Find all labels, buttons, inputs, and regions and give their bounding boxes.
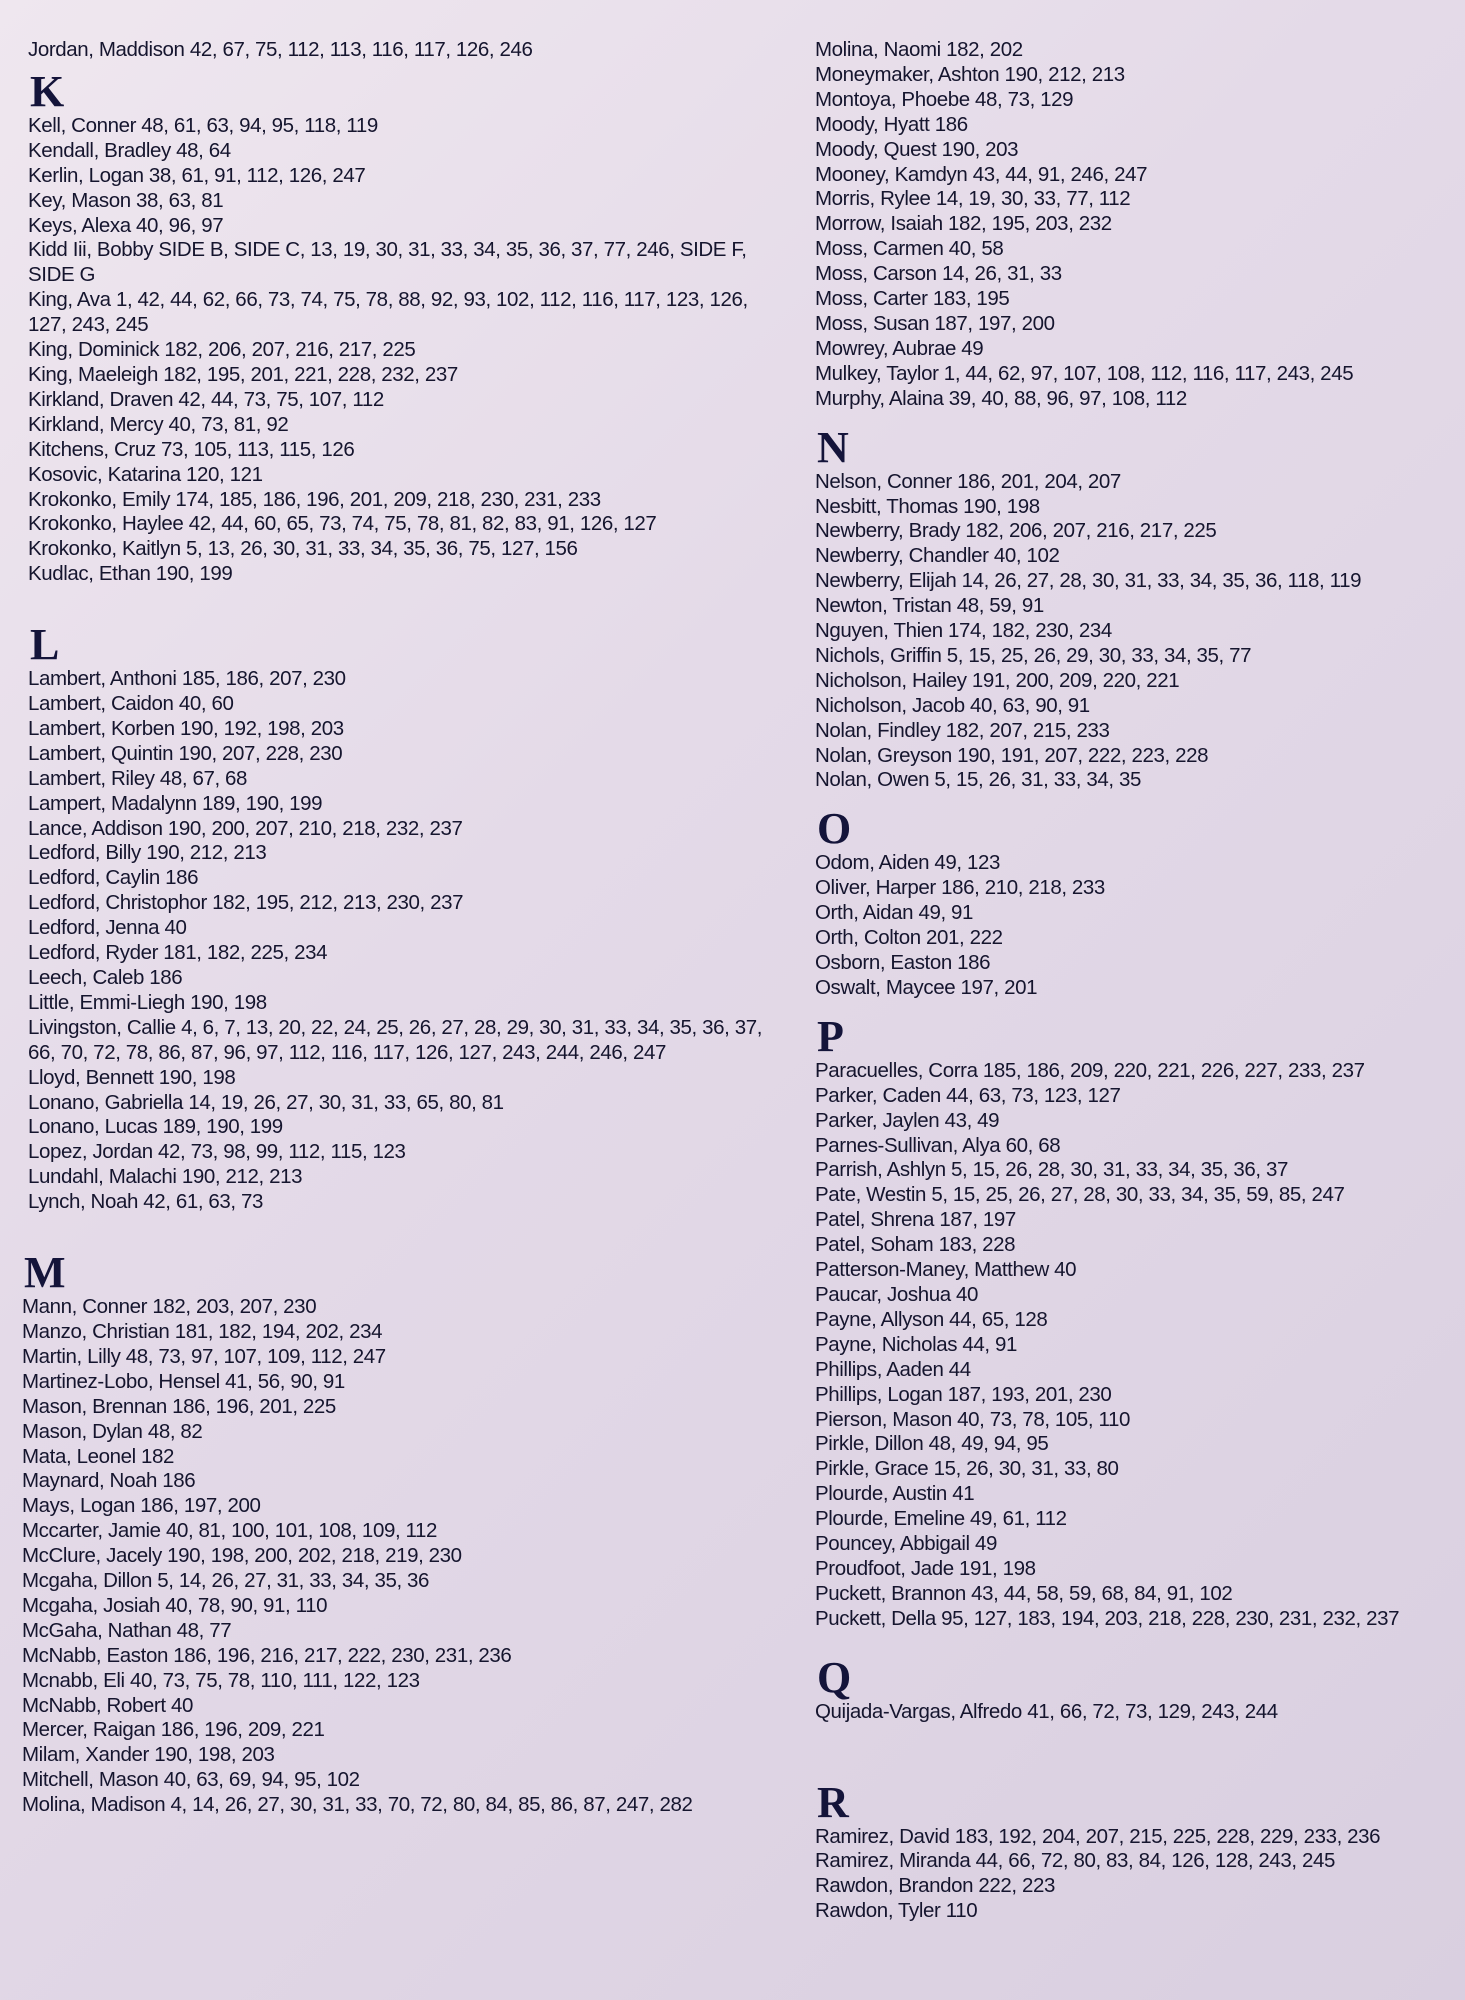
index-entry: Kudlac, Ethan 190, 199 [28, 562, 233, 586]
index-entry: Krokonko, Kaitlyn 5, 13, 26, 30, 31, 33, 34, 35, 36, 75, 127, 156 [28, 537, 578, 561]
index-entry: Lambert, Riley 48, 67, 68 [28, 766, 248, 790]
section-entries [815, 1700, 1435, 1725]
section-letter-m: M [24, 1248, 66, 1298]
index-entry: Oliver, Harper 186, 210, 218, 233 [815, 876, 1105, 900]
index-entry: Mulkey, Taylor 1, 44, 62, 97, 107, 108, 112, 116, 117, 243, 245 [815, 361, 1354, 385]
index-section-o [815, 804, 1435, 1000]
index-entry: Lonano, Gabriella 14, 19, 26, 27, 30, 31, 33, 65, 80, 81 [28, 1090, 504, 1114]
index-entry: Mcgaha, Dillon 5, 14, 26, 27, 31, 33, 34, 35, 36 [22, 1569, 430, 1593]
index-entry: Ramirez, Miranda 44, 66, 72, 80, 83, 84, 126, 128, 243, 245 [815, 1849, 1336, 1873]
index-entry: Patel, Shrena 187, 197 [815, 1208, 1016, 1232]
index-entry: Patterson-Maney, Matthew 40 [815, 1258, 1077, 1282]
index-entry: Plourde, Emeline 49, 61, 112 [815, 1507, 1067, 1531]
index-entry: Moody, Quest 190, 203 [815, 137, 1019, 161]
index-entry: Kidd Iii, Bobby SIDE B, SIDE C, 13, 19, 30, 31, 33, 34, 35, 36, 37, 77, 246, SIDE F, SIDE G [28, 238, 747, 287]
index-entry: Moss, Carter 183, 195 [815, 287, 1010, 311]
index-entry: Lambert, Anthoni 185, 186, 207, 230 [28, 667, 346, 691]
index-entry: Mann, Conner 182, 203, 207, 230 [22, 1295, 317, 1319]
index-entry: Parrish, Ashlyn 5, 15, 26, 28, 30, 31, 33, 34, 35, 36, 37 [815, 1158, 1288, 1182]
index-entry: Mooney, Kamdyn 43, 44, 91, 246, 247 [815, 162, 1148, 186]
index-entry: Newberry, Brady 182, 206, 207, 216, 217, 225 [815, 519, 1217, 543]
index-entry: Lonano, Lucas 189, 190, 199 [28, 1115, 283, 1139]
section-letter-o: O [817, 804, 852, 854]
index-entry: Puckett, Brannon 43, 44, 58, 59, 68, 84, 91, 102 [815, 1581, 1233, 1605]
index-entry: King, Ava 1, 42, 44, 62, 66, 73, 74, 75, 78, 88, 92, 93, 102, 112, 116, 117, 123, 126, 127, 243, 245 [28, 288, 748, 337]
index-entry: Paracuelles, Corra 185, 186, 209, 220, 221, 226, 227, 233, 237 [815, 1058, 1365, 1082]
index-entry: Newberry, Elijah 14, 26, 27, 28, 30, 31, 33, 34, 35, 36, 118, 119 [815, 569, 1362, 593]
index-entry: Payne, Allyson 44, 65, 128 [815, 1307, 1048, 1331]
section-letter-n: N [817, 422, 849, 472]
index-entry: McNabb, Robert 40 [22, 1693, 193, 1717]
index-entry: Kirkland, Mercy 40, 73, 81, 92 [28, 412, 289, 436]
index-entry: McNabb, Easton 186, 196, 216, 217, 222, 230, 231, 236 [22, 1643, 512, 1667]
index-entry: Lynch, Noah 42, 61, 63, 73 [28, 1190, 264, 1214]
index-entry: Nolan, Findley 182, 207, 215, 233 [815, 718, 1110, 742]
index-entry: Osborn, Easton 186 [815, 951, 991, 974]
index-entry: Moss, Susan 187, 197, 200 [815, 311, 1055, 335]
index-entry: Krokonko, Emily 174, 185, 186, 196, 201, 209, 218, 230, 231, 233 [28, 487, 601, 511]
index-entry: Proudfoot, Jade 191, 198 [815, 1556, 1036, 1580]
index-entry: Parker, Caden 44, 63, 73, 123, 127 [815, 1083, 1121, 1107]
index-entry: Mays, Logan 186, 197, 200 [22, 1494, 261, 1518]
index-entry: Nelson, Conner 186, 201, 204, 207 [815, 469, 1121, 493]
index-entry: Montoya, Phoebe 48, 73, 129 [815, 87, 1074, 111]
section-entries [815, 38, 1435, 412]
index-entry: Moss, Carmen 40, 58 [815, 237, 1004, 261]
index-entry: Martinez-Lobo, Hensel 41, 56, 90, 91 [22, 1369, 345, 1393]
index-entry: Rawdon, Tyler 110 [815, 1899, 978, 1923]
section-entries [815, 851, 1435, 1000]
index-entry: Lambert, Caidon 40, 60 [28, 692, 234, 716]
index-entry: Moody, Hyatt 186 [815, 112, 968, 136]
index-entry: Kell, Conner 48, 61, 63, 94, 95, 118, 119 [28, 113, 378, 137]
index-entry: Lopez, Jordan 42, 73, 98, 99, 112, 115, 123 [28, 1140, 406, 1164]
index-entry: Ledford, Jenna 40 [28, 916, 187, 940]
index-entry: Little, Emmi-Liegh 190, 198 [28, 990, 267, 1014]
index-entry: Moneymaker, Ashton 190, 212, 213 [815, 62, 1125, 86]
index-entry: Pirkle, Grace 15, 26, 30, 31, 33, 80 [815, 1457, 1119, 1481]
index-entry: McGaha, Nathan 48, 77 [22, 1618, 232, 1642]
index-entry: Mason, Dylan 48, 82 [22, 1419, 203, 1443]
index-entry: Parnes-Sullivan, Alya 60, 68 [815, 1133, 1061, 1157]
index-entry: Mowrey, Aubrae 49 [815, 336, 984, 360]
index-entry: Murphy, Alaina 39, 40, 88, 96, 97, 108, 112 [815, 386, 1187, 410]
index-entry: Nesbitt, Thomas 190, 198 [815, 494, 1040, 518]
index-entry: Pirkle, Dillon 48, 49, 94, 95 [815, 1432, 1049, 1456]
index-entry: Ledford, Billy 190, 212, 213 [28, 841, 267, 865]
index-entry: Keys, Alexa 40, 96, 97 [28, 213, 224, 237]
section-letter-r: R [817, 1777, 849, 1827]
index-entry: Leech, Caleb 186 [28, 966, 183, 989]
index-entry: Krokonko, Haylee 42, 44, 60, 65, 73, 74, 75, 78, 81, 82, 83, 91, 126, 127 [28, 512, 657, 536]
index-entry: Lambert, Korben 190, 192, 198, 203 [28, 716, 344, 740]
index-entry: Ramirez, David 183, 192, 204, 207, 215, 225, 228, 229, 233, 236 [815, 1824, 1381, 1848]
index-entry: Morris, Rylee 14, 19, 30, 33, 77, 112 [815, 187, 1131, 211]
index-entry: Mercer, Raigan 186, 196, 209, 221 [22, 1718, 325, 1742]
index-entry: Orth, Colton 201, 222 [815, 926, 1003, 950]
index-section-n [815, 422, 1435, 794]
index-section-j-continued [28, 38, 788, 63]
index-entry: Livingston, Callie 4, 6, 7, 13, 20, 22, 24, 25, 26, 27, 28, 29, 30, 31, 33, 34, 35, 36, 37, 66, 70, 72, 78, 86, 87, 96, 97, 112, 116, 117, 126, 127, 243, 244, 246, 247 [28, 1015, 763, 1064]
index-entry: Payne, Nicholas 44, 91 [815, 1332, 1018, 1356]
index-entry: Pouncey, Abbigail 49 [815, 1532, 997, 1556]
index-entry: Kendall, Bradley 48, 64 [28, 138, 231, 162]
index-entry: King, Dominick 182, 206, 207, 216, 217, 225 [28, 338, 416, 362]
index-entry: Nguyen, Thien 174, 182, 230, 234 [815, 619, 1112, 643]
section-letter-q: Q [817, 1652, 852, 1702]
section-entries [28, 114, 788, 587]
index-entry: Mitchell, Mason 40, 63, 69, 94, 95, 102 [22, 1768, 360, 1792]
index-entry: Patel, Soham 183, 228 [815, 1233, 1016, 1257]
index-entry: Parker, Jaylen 43, 49 [815, 1108, 1000, 1132]
index-entry: Ledford, Caylin 186 [28, 866, 199, 890]
index-entry: Nolan, Owen 5, 15, 26, 31, 33, 34, 35 [815, 768, 1141, 792]
index-entry: Manzo, Christian 181, 182, 194, 202, 234 [22, 1319, 383, 1343]
section-entries [22, 1295, 788, 1818]
index-entry: Moss, Carson 14, 26, 31, 33 [815, 262, 1062, 286]
index-entry: Odom, Aiden 49, 123 [815, 851, 1001, 875]
section-entries [28, 667, 788, 1215]
index-entry: Nolan, Greyson 190, 191, 207, 222, 223, 228 [815, 743, 1209, 767]
index-section-k [28, 66, 788, 587]
index-entry: Paucar, Joshua 40 [815, 1282, 979, 1306]
index-section-q [815, 1652, 1435, 1725]
index-section-p [815, 1011, 1435, 1632]
index-entry: Mccarter, Jamie 40, 81, 100, 101, 108, 109, 112 [22, 1519, 438, 1543]
section-letter-l: L [30, 620, 60, 670]
section-entries [815, 1059, 1435, 1632]
index-entry: Nichols, Griffin 5, 15, 25, 26, 29, 30, 33, 34, 35, 77 [815, 643, 1252, 667]
index-entry: Lundahl, Malachi 190, 212, 213 [28, 1165, 303, 1189]
index-entry: Nicholson, Hailey 191, 200, 209, 220, 221 [815, 668, 1180, 692]
index-entry: Quijada-Vargas, Alfredo 41, 66, 72, 73, 129, 243, 244 [815, 1699, 1278, 1723]
index-entry: Newton, Tristan 48, 59, 91 [815, 594, 1044, 618]
index-entry: Molina, Naomi 182, 202 [815, 38, 1023, 61]
index-column-left [22, 38, 788, 1818]
index-entry: McClure, Jacely 190, 198, 200, 202, 218, 219, 230 [22, 1544, 462, 1568]
index-section-m [22, 1248, 788, 1818]
index-entry: Kirkland, Draven 42, 44, 73, 75, 107, 112 [28, 387, 384, 411]
index-entry: Mcgaha, Josiah 40, 78, 90, 91, 110 [22, 1593, 328, 1617]
index-entry: Phillips, Aaden 44 [815, 1357, 971, 1381]
index-entry: Lance, Addison 190, 200, 207, 210, 218, 232, 237 [28, 816, 463, 840]
index-entry: Molina, Madison 4, 14, 26, 27, 30, 31, 33, 70, 72, 80, 84, 85, 86, 87, 247, 282 [22, 1793, 693, 1817]
section-entries [815, 470, 1435, 794]
index-entry: Plourde, Austin 41 [815, 1482, 975, 1506]
index-entry: Lampert, Madalynn 189, 190, 199 [28, 791, 323, 815]
index-entry: Morrow, Isaiah 182, 195, 203, 232 [815, 212, 1112, 236]
index-column-right [815, 38, 1435, 1924]
index-entry: Mcnabb, Eli 40, 73, 75, 78, 110, 111, 122, 123 [22, 1668, 420, 1692]
index-entry: Martin, Lilly 48, 73, 97, 107, 109, 112, 247 [22, 1344, 386, 1368]
index-section-r [815, 1777, 1435, 1925]
index-entry: Ledford, Christophor 182, 195, 212, 213, 230, 237 [28, 891, 464, 915]
index-entry: Kitchens, Cruz 73, 105, 113, 115, 126 [28, 437, 355, 461]
index-section-l [28, 620, 788, 1215]
index-entry: Key, Mason 38, 63, 81 [28, 188, 224, 212]
index-entry: Lambert, Quintin 190, 207, 228, 230 [28, 741, 343, 765]
index-entry: Oswalt, Maycee 197, 201 [815, 975, 1038, 999]
index-entry: Puckett, Della 95, 127, 183, 194, 203, 218, 228, 230, 231, 232, 237 [815, 1606, 1400, 1630]
index-section-m-continued [815, 38, 1435, 412]
index-entry: Kosovic, Katarina 120, 121 [28, 462, 263, 486]
index-entry: Ledford, Ryder 181, 182, 225, 234 [28, 941, 328, 965]
index-entry: Milam, Xander 190, 198, 203 [22, 1743, 275, 1767]
index-entry: Pate, Westin 5, 15, 25, 26, 27, 28, 30, 33, 34, 35, 59, 85, 247 [815, 1183, 1345, 1207]
index-entry: Mata, Leonel 182 [22, 1444, 175, 1468]
index-entry: Orth, Aidan 49, 91 [815, 901, 974, 925]
index-entry: King, Maeleigh 182, 195, 201, 221, 228, 232, 237 [28, 362, 458, 386]
index-entry: Jordan, Maddison 42, 67, 75, 112, 113, 116, 117, 126, 246 [28, 38, 533, 61]
index-entry: Pierson, Mason 40, 73, 78, 105, 110 [815, 1407, 1130, 1431]
index-entry: Newberry, Chandler 40, 102 [815, 544, 1060, 568]
index-entry: Lloyd, Bennett 190, 198 [28, 1065, 236, 1089]
index-entry: Kerlin, Logan 38, 61, 91, 112, 126, 247 [28, 163, 366, 187]
index-entry: Nicholson, Jacob 40, 63, 90, 91 [815, 693, 1090, 717]
index-entry: Phillips, Logan 187, 193, 201, 230 [815, 1382, 1112, 1406]
index-entry: Maynard, Noah 186 [22, 1469, 196, 1493]
index-entry: Mason, Brennan 186, 196, 201, 225 [22, 1394, 336, 1418]
section-letter-p: P [817, 1011, 844, 1061]
section-letter-k: K [30, 66, 65, 116]
index-entry: Rawdon, Brandon 222, 223 [815, 1874, 1056, 1898]
section-entries [815, 1825, 1435, 1925]
